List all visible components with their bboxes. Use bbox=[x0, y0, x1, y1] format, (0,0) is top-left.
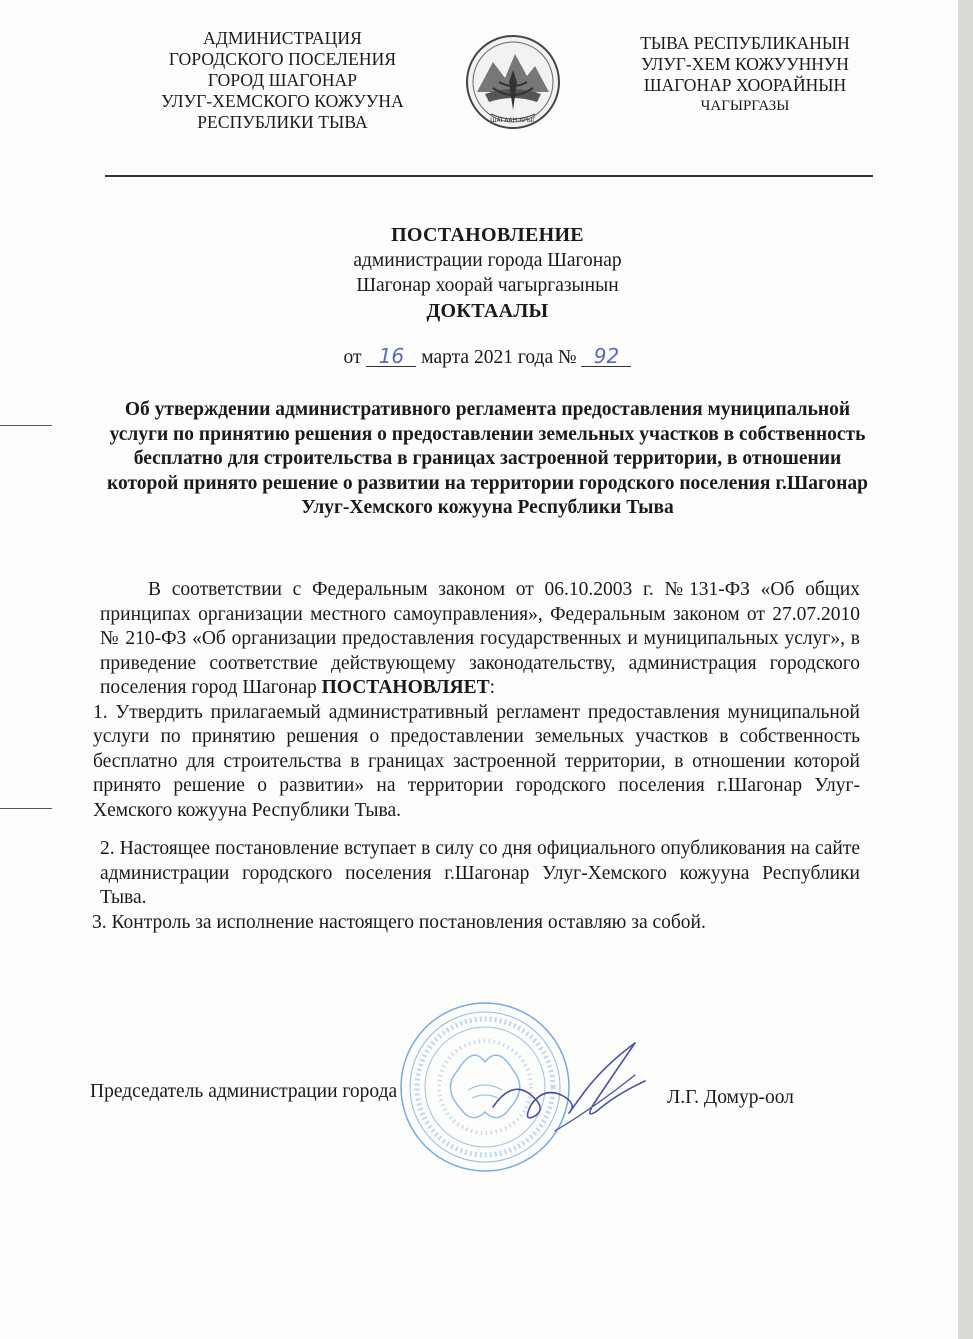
preamble-paragraph bbox=[100, 578, 860, 701]
header-right-line: ШАГОНАР ХООРАЙНЫН bbox=[643, 75, 847, 95]
margin-mark bbox=[0, 808, 52, 809]
margin-mark bbox=[0, 425, 52, 426]
scan-edge bbox=[958, 0, 973, 1339]
header-left-line: ГОРОДСКОГО ПОСЕЛЕНИЯ bbox=[168, 49, 397, 69]
header-left-block bbox=[140, 28, 425, 133]
document-body bbox=[92, 578, 860, 935]
header-right-line: УЛУГ-ХЕМ КОЖУУННУН bbox=[641, 54, 849, 74]
header-right-line: ЧАГЫРГАЗЫ bbox=[700, 98, 790, 114]
clause-2: 2. Настоящее постановление вступает в силу со дня официального опубликования на сайте администрации городского поселения г.Шагонар Улуг-Хемского кожууна Республики Тыва. bbox=[100, 838, 860, 908]
preamble-text: В соответствии с Федеральным законом от 06.10.2003 г. №131-ФЗ «Об общих принципах организации местного самоуправления», Федеральным законом от 27.07.2010 № 210-ФЗ «Об организации предоставления государственных и муниципальных услуг», в приведение соответствие действующему законодательству, администрация городского поселения город Шагонар bbox=[100, 579, 860, 698]
decree-colon: : bbox=[489, 677, 496, 698]
clause-3: 3. Контроль за исполнение настоящего постановления оставляю за собой. bbox=[92, 911, 706, 933]
header-left-line: РЕСПУБЛИКИ ТЫВА bbox=[197, 112, 368, 132]
date-line bbox=[250, 345, 725, 371]
document-subject: Об утверждении административного регламента предоставления муниципальной услуги по принятию решения о предоставлении земельных участков в собственность бесплатно для строительства в границах застроенной территории, в отношении которой принято решение о развитии на территории городского поселения г.Шагонар Улуг-Хемского кожууна Республики Тыва bbox=[106, 399, 868, 518]
clause-1: 1. Утвердить прилагаемый административный регламент предоставления муниципальной услуги по принятию решения о предоставлении земельных участков в собственность бесплатно для строительства в границах застроенной территории, в отношении которой принято решение о развитии» на территории городского поселения г.Шагонар Улуг-Хемского кожууна Республики Тыва. bbox=[93, 701, 860, 821]
document-title: ПОСТАНОВЛЕНИЕ bbox=[391, 224, 584, 246]
header-right-block bbox=[605, 33, 885, 117]
header-divider bbox=[105, 175, 873, 177]
document-title-tyv: ДОКТААЛЫ bbox=[426, 300, 549, 322]
signatory-role: Председатель администрации города bbox=[90, 1081, 398, 1102]
header-left-line: УЛУГ-ХЕМСКОГО КОЖУУНА bbox=[161, 91, 404, 111]
document-subtitle-tyv: Шагонар хоорай чагыргазынын bbox=[356, 275, 619, 296]
header-left-line: АДМИНИСТРАЦИЯ bbox=[203, 28, 362, 48]
signatory-name: Л.Г. Домур-оол bbox=[667, 1087, 794, 1108]
header-right-line: ТЫВА РЕСПУБЛИКАНЫН bbox=[640, 33, 850, 53]
emblem-caption: ШАГААН-АРЫГ bbox=[490, 117, 536, 124]
header-left-line: ГОРОД ШАГОНАР bbox=[207, 70, 358, 90]
handwritten-day: 16 bbox=[366, 346, 416, 367]
handwritten-signature bbox=[485, 1035, 650, 1145]
handwritten-number: 92 bbox=[581, 346, 631, 367]
document-title-block bbox=[250, 222, 725, 324]
date-middle: марта 2021 года № bbox=[421, 347, 577, 368]
document-subtitle-ru: администрации города Шагонар bbox=[353, 250, 622, 271]
date-prefix: от bbox=[343, 347, 362, 368]
decree-word: ПОСТАНОВЛЯЕТ bbox=[321, 677, 490, 698]
city-emblem bbox=[463, 32, 563, 132]
